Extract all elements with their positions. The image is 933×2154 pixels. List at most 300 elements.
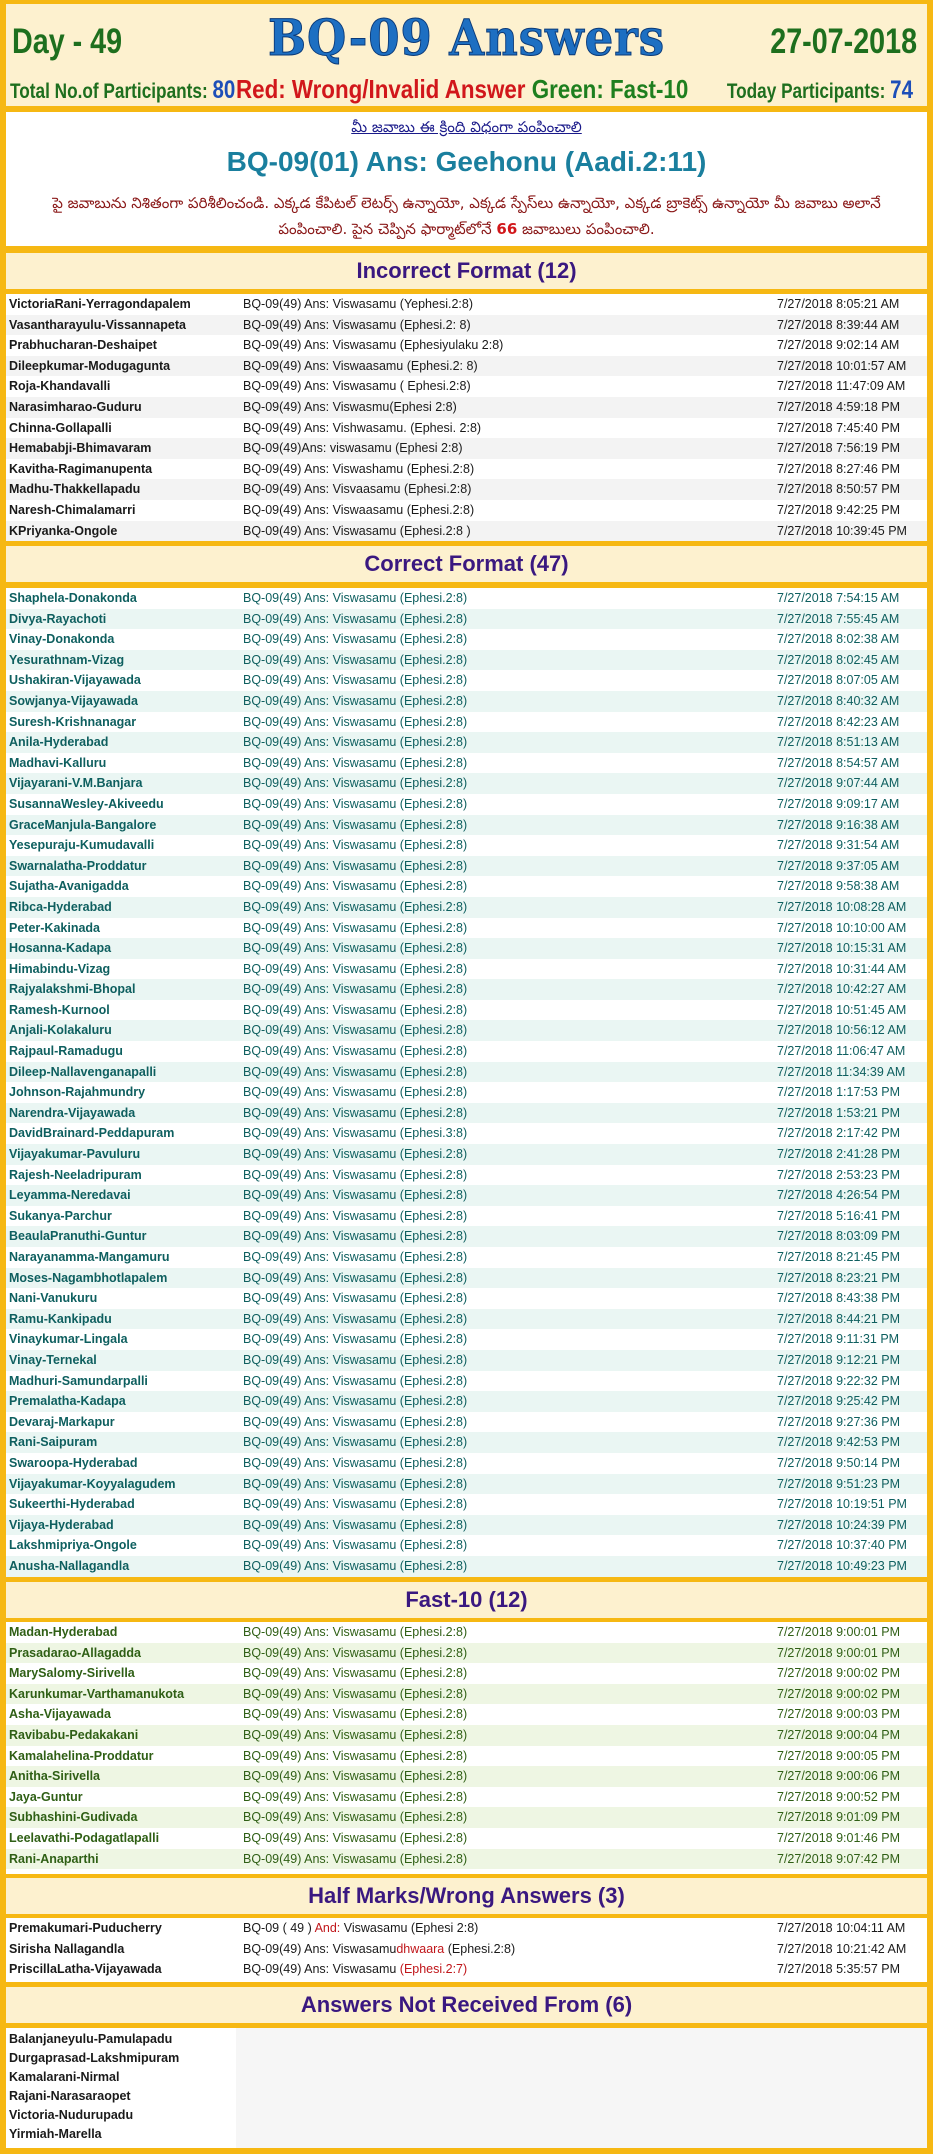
submission-time: 7/27/2018 2:53:23 PM xyxy=(777,1167,901,1182)
correct-format-row xyxy=(6,650,927,671)
correct-format-list xyxy=(6,588,927,1576)
correct-format-row xyxy=(6,1123,927,1144)
participant-name: Leelavathi-Podagatlapalli xyxy=(9,1830,160,1845)
participant-name: Peter-Kakinada xyxy=(9,920,101,935)
submission-time: 7/27/2018 8:51:13 AM xyxy=(777,735,900,750)
incorrect-format-row xyxy=(6,294,927,315)
submitted-answer: BQ-09(49) Ans: Viswasamu (Ephesi.2:8) xyxy=(243,796,468,811)
correct-format-row xyxy=(6,1206,927,1227)
submission-time: 7/27/2018 9:00:04 PM xyxy=(777,1727,901,1742)
submission-time: 7/27/2018 7:45:40 PM xyxy=(777,420,901,435)
submitted-answer: BQ-09(49) Ans: Viswasamu (Ephesi.2:8) xyxy=(243,714,468,729)
correct-format-row xyxy=(6,1041,927,1062)
submitted-answer: BQ-09(49) Ans: Viswasamu (Ephesi.2:8) xyxy=(243,1291,468,1306)
submitted-answer: BQ-09(49) Ans: Viswasamu (Ephesi.3:8) xyxy=(243,1126,468,1141)
participant-name: Ravibabu-Pedakakani xyxy=(9,1727,139,1742)
correct-format-row xyxy=(6,753,927,774)
submitted-answer: BQ-09(49) Ans: Viswasamu (Ephesi.2:8) xyxy=(243,1435,468,1450)
submission-time: 7/27/2018 10:31:44 AM xyxy=(777,961,907,976)
submission-time: 7/27/2018 9:00:52 PM xyxy=(777,1789,901,1804)
half-marks-row xyxy=(6,1918,927,1939)
correct-format-row xyxy=(6,979,927,1000)
not-received-row xyxy=(6,2106,236,2125)
incorrect-format-row xyxy=(6,418,927,439)
submission-time: 7/27/2018 7:54:15 AM xyxy=(777,591,900,605)
participant-name: Madhuri-Samundarpalli xyxy=(9,1373,148,1388)
instruction-text-b: జవాబులు పంపించాలి. xyxy=(522,220,655,238)
submission-time: 7/27/2018 8:03:09 PM xyxy=(777,1229,901,1244)
participant-name: Madan-Hyderabad xyxy=(9,1625,118,1639)
participant-name: Vijayakumar-Koyyalagudem xyxy=(9,1476,176,1491)
submission-time: 7/27/2018 1:17:53 PM xyxy=(777,1085,901,1100)
participant-name: Narayanamma-Mangamuru xyxy=(9,1250,170,1264)
submitted-answer: BQ-09(49) Ans: Viswasamu (Ephesi.2:8) xyxy=(243,755,468,770)
correct-format-row xyxy=(6,712,927,733)
correct-format-row xyxy=(6,1350,927,1371)
submission-time: 7/27/2018 10:08:28 AM xyxy=(777,899,907,914)
submitted-answer: BQ-09(49) Ans: Viswasamu (Ephesi.2:8) xyxy=(243,1332,468,1347)
submitted-answer: BQ-09(49) Ans: Vishwasamu. (Ephesi. 2:8) xyxy=(243,420,482,435)
submission-time: 7/27/2018 9:01:46 PM xyxy=(777,1830,901,1845)
submission-time: 7/27/2018 8:07:05 AM xyxy=(777,673,900,688)
correct-format-row xyxy=(6,670,927,691)
submitted-answer: BQ-09(49) Ans: Viswasamu (Ephesi.2:8) xyxy=(243,776,468,791)
participant-name: SusannaWesley-Akiveedu xyxy=(9,796,164,811)
participant-name: Yesurathnam-Vizag xyxy=(9,652,125,667)
participant-name: Chinna-Gollapalli xyxy=(9,420,112,435)
submission-time: 7/27/2018 10:04:11 AM xyxy=(777,1921,906,1935)
participant-name: Hosanna-Kadapa xyxy=(9,941,112,956)
fast-10-list xyxy=(6,1622,927,1874)
participant-name: GraceManjula-Bangalore xyxy=(9,817,157,832)
submission-time: 7/27/2018 9:42:53 PM xyxy=(777,1435,901,1450)
participant-name: PriscillaLatha-Vijayawada xyxy=(9,1962,162,1977)
participant-name: Vijaya-Hyderabad xyxy=(9,1517,114,1532)
correct-format-row xyxy=(6,794,927,815)
submitted-answer xyxy=(243,1939,515,1960)
correct-format-row xyxy=(6,918,927,939)
answer-error-part: dhwaara xyxy=(396,1941,445,1956)
incorrect-format-row xyxy=(6,459,927,480)
header-banner xyxy=(6,4,927,106)
correct-format-row xyxy=(6,1515,927,1536)
incorrect-format-heading: Incorrect Format (12) xyxy=(6,253,927,289)
participant-name: Himabindu-Vizag xyxy=(9,961,111,976)
submitted-answer: BQ-09(49) Ans: Viswasamu (Ephesi.2:8) xyxy=(243,961,468,976)
correct-format-row xyxy=(6,1453,927,1474)
participant-name: Rajesh-Neeladripuram xyxy=(9,1167,142,1182)
submission-time: 7/27/2018 10:51:45 AM xyxy=(777,1002,907,1017)
fast-10-row xyxy=(6,1849,927,1870)
stats-line xyxy=(6,74,927,102)
not-received-names-column xyxy=(6,2028,236,2148)
fast-10-row xyxy=(6,1766,927,1787)
participant-name: Sowjanya-Vijayawada xyxy=(9,693,138,708)
correct-format-row xyxy=(6,856,927,877)
participant-name: Lakshmipriya-Ongole xyxy=(9,1538,137,1553)
submission-time: 7/27/2018 8:02:45 AM xyxy=(777,652,900,667)
submitted-answer: BQ-09(49) Ans: Viswasamu (Ephesi.2:8) xyxy=(243,1789,468,1804)
submitted-answer: BQ-09(49) Ans: Viswasamu (Ephesi.2:8) xyxy=(243,1167,468,1182)
correct-format-row xyxy=(6,1412,927,1433)
correct-format-row xyxy=(6,897,927,918)
correct-format-row xyxy=(6,1309,927,1330)
correct-format-row xyxy=(6,1556,927,1577)
submission-time: 7/27/2018 8:27:46 PM xyxy=(777,461,901,476)
fast-10-row xyxy=(6,1622,927,1643)
participant-name: Anila-Hyderabad xyxy=(9,735,109,750)
submission-time: 7/27/2018 9:00:03 PM xyxy=(777,1707,901,1722)
submitted-answer: BQ-09(49) Ans: Viswasamu (Ephesi.2:8) xyxy=(243,1002,468,1017)
participant-name: Rajpaul-Ramadugu xyxy=(9,1044,123,1059)
participant-name: Vinay-Donakonda xyxy=(9,632,115,647)
participant-name: Vijayakumar-Pavuluru xyxy=(9,1147,141,1162)
correct-format-row xyxy=(6,815,927,836)
submission-time: 7/27/2018 10:21:42 AM xyxy=(777,1941,907,1956)
participant-name: Divya-Rayachoti xyxy=(9,611,107,626)
submission-time: 7/27/2018 7:56:19 PM xyxy=(777,441,901,456)
submission-time: 7/27/2018 9:07:44 AM xyxy=(777,776,900,791)
submission-time: 7/27/2018 10:42:27 AM xyxy=(777,982,907,997)
submitted-answer: BQ-09(49) Ans: Viswasamu (Ephesi.2:8) xyxy=(243,1497,468,1512)
correct-format-row xyxy=(6,1432,927,1453)
submitted-answer: BQ-09(49) Ans: Viswasamu (Ephesi.2:8) xyxy=(243,1352,468,1367)
correct-format-row xyxy=(6,588,927,609)
participant-name: Rani-Anaparthi xyxy=(9,1851,99,1866)
correct-format-heading: Correct Format (47) xyxy=(6,546,927,582)
correct-format-row xyxy=(6,938,927,959)
submitted-answer: BQ-09(49) Ans: Viswasamu (Ephesi.2:8) xyxy=(243,735,468,750)
submission-time: 7/27/2018 8:43:38 PM xyxy=(777,1291,901,1306)
submitted-answer: BQ-09(49) Ans: Viswasamu (Ephesi.2:8) xyxy=(243,1686,468,1701)
incorrect-format-row xyxy=(6,397,927,418)
submitted-answer: BQ-09(49) Ans: Viswaasamu (Ephesi.2:8) xyxy=(243,502,475,517)
participant-name: Swarnalatha-Proddatur xyxy=(9,858,147,873)
participant-name: Roja-Khandavalli xyxy=(9,379,111,394)
answer-part: Viswasamu (Ephesi 2:8) xyxy=(340,1921,479,1935)
fast-10-row xyxy=(6,1684,927,1705)
submission-time: 7/27/2018 10:24:39 PM xyxy=(777,1517,907,1532)
participant-name: Ramu-Kankipadu xyxy=(9,1311,112,1326)
submitted-answer: BQ-09(49) Ans: Viswasamu (Ephesi.2:8) xyxy=(243,673,468,688)
legend-green: Green: Fast-10 xyxy=(531,74,689,104)
participant-name: KPriyanka-Ongole xyxy=(9,523,118,538)
submission-time: 7/27/2018 9:09:17 AM xyxy=(777,796,900,811)
submitted-answer xyxy=(243,1959,467,1980)
participant-name: Vinay-Ternekal xyxy=(9,1352,97,1367)
submission-time: 7/27/2018 9:00:01 PM xyxy=(777,1625,901,1639)
participant-name: Prabhucharan-Deshaipet xyxy=(9,338,157,353)
submission-time: 7/27/2018 5:35:57 PM xyxy=(777,1962,901,1977)
correct-format-row xyxy=(6,609,927,630)
submitted-answer: BQ-09(49) Ans: Viswasamu (Ephesi.2:8) xyxy=(243,1250,468,1264)
submission-time: 7/27/2018 9:07:42 PM xyxy=(777,1851,901,1866)
submitted-answer: BQ-09(49) Ans: Viswasamu ( Ephesi.2:8) xyxy=(243,379,471,394)
incorrect-format-row xyxy=(6,376,927,397)
answer-error-part: (Ephesi.2:7) xyxy=(399,1962,468,1977)
today-participants-label: Today Participants: xyxy=(726,80,886,103)
participant-name: Dileep-Nallavenganapalli xyxy=(9,1064,157,1079)
submission-time: 7/27/2018 11:06:47 AM xyxy=(777,1044,906,1059)
not-received-blank-area xyxy=(236,2028,927,2148)
participant-name: DavidBrainard-Peddapuram xyxy=(9,1126,175,1141)
submission-time: 7/27/2018 8:50:57 PM xyxy=(777,482,901,497)
incorrect-format-row xyxy=(6,335,927,356)
participant-name: MarySalomy-Sirivella xyxy=(9,1666,135,1681)
submitted-answer: BQ-09(49) Ans: Viswasamu (Ephesi.2:8) xyxy=(243,652,468,667)
participant-name: Madhu-Thakkellapadu xyxy=(9,482,141,497)
submission-time: 7/27/2018 10:37:40 PM xyxy=(777,1538,907,1553)
correct-format-row xyxy=(6,1494,927,1515)
incorrect-format-row xyxy=(6,356,927,377)
participant-name: Narasimharao-Guduru xyxy=(9,399,142,414)
participant-name: Swaroopa-Hyderabad xyxy=(9,1455,138,1470)
submitted-answer: BQ-09(49) Ans: Viswasamu (Ephesi.2: 8) xyxy=(243,317,471,332)
submitted-answer: BQ-09(49) Ans: Viswasamu (Yephesi.2:8) xyxy=(243,297,473,311)
correct-format-row xyxy=(6,1062,927,1083)
fast-10-row xyxy=(6,1725,927,1746)
participant-name: Madhavi-Kalluru xyxy=(9,755,107,770)
submitted-answer: BQ-09(49) Ans: Viswasamu (Ephesi.2:8) xyxy=(243,1476,468,1491)
fast-10-row xyxy=(6,1643,927,1664)
submission-time: 7/27/2018 8:05:21 AM xyxy=(777,297,900,311)
submission-time: 7/27/2018 10:56:12 AM xyxy=(777,1023,907,1038)
submission-time: 7/27/2018 9:00:06 PM xyxy=(777,1769,901,1784)
total-participants-value: 80 xyxy=(212,76,236,104)
submitted-answer: BQ-09(49) Ans: Viswasamu (Ephesi.2:8) xyxy=(243,1085,468,1100)
correct-format-row xyxy=(6,1268,927,1289)
fast-10-row xyxy=(6,1807,927,1828)
submission-time: 7/27/2018 10:39:45 PM xyxy=(777,523,907,538)
participant-name: Vasantharayulu-Vissannapeta xyxy=(9,317,186,332)
participant-name: Premalatha-Kadapa xyxy=(9,1394,126,1409)
submitted-answer: BQ-09(49) Ans: Viswashamu (Ephesi.2:8) xyxy=(243,461,475,476)
date-label: 27-07-2018 xyxy=(770,22,917,61)
participant-name: Prasadarao-Allagadda xyxy=(9,1645,141,1660)
correct-format-row xyxy=(6,1371,927,1392)
participant-name: Kavitha-Ragimanupenta xyxy=(9,461,153,476)
participant-name: Sirisha Nallagandla xyxy=(9,1941,125,1956)
correct-format-row xyxy=(6,1226,927,1247)
answer-error-part: And: xyxy=(314,1921,341,1935)
participant-name: Narendra-Vijayawada xyxy=(9,1105,136,1120)
participant-name: Ushakiran-Vijayawada xyxy=(9,673,141,688)
correct-format-row xyxy=(6,1000,927,1021)
correct-format-row xyxy=(6,1165,927,1186)
submitted-answer: BQ-09(49) Ans: Viswasamu (Ephesi.2:8 ) xyxy=(243,523,471,538)
submitted-answer: BQ-09(49) Ans: Viswasamu (Ephesi.2:8) xyxy=(243,982,468,997)
participant-name: Jaya-Guntur xyxy=(9,1789,83,1804)
correct-format-row xyxy=(6,1329,927,1350)
submitted-answer: BQ-09(49) Ans: Viswasamu (Ephesi.2:8) xyxy=(243,899,468,914)
correct-format-row xyxy=(6,732,927,753)
participant-name: Yirmiah-Marella xyxy=(9,2127,102,2141)
format-note: మీ జవాబు ఈ క్రింది విధంగా పంపించాలి xyxy=(351,118,582,136)
submitted-answer: BQ-09(49) Ans: Viswasamu (Ephesi.2:8) xyxy=(243,632,468,647)
participant-name: Kamalarani-Nirmal xyxy=(9,2070,120,2084)
submitted-answer: BQ-09(49)Ans: viswasamu (Ephesi 2:8) xyxy=(243,441,463,456)
submitted-answer: BQ-09(49) Ans: Viswasamu (Ephesi.2:8) xyxy=(243,1666,468,1681)
answer-format-panel xyxy=(6,112,927,246)
participant-name: Leyamma-Neredavai xyxy=(9,1188,131,1203)
answer-part: BQ-09(49) Ans: Viswasamu xyxy=(243,1941,397,1956)
submission-time: 7/27/2018 10:10:00 AM xyxy=(777,920,907,935)
incorrect-format-row xyxy=(6,521,927,542)
participant-name: Sukeerthi-Hyderabad xyxy=(9,1497,135,1512)
submission-time: 7/27/2018 9:12:21 PM xyxy=(777,1352,901,1367)
submission-time: 7/27/2018 10:49:23 PM xyxy=(777,1558,907,1573)
submission-time: 7/27/2018 2:17:42 PM xyxy=(777,1126,901,1141)
not-received-row xyxy=(6,2030,236,2049)
participant-name: BeaulaPranuthi-Guntur xyxy=(9,1229,147,1244)
answer-part: BQ-09 ( 49 ) xyxy=(243,1921,315,1935)
participant-name: Suresh-Krishnanagar xyxy=(9,714,137,729)
participant-name: Moses-Nagambhotlapalem xyxy=(9,1270,168,1285)
correct-format-row xyxy=(6,1474,927,1495)
submission-time: 7/27/2018 9:51:23 PM xyxy=(777,1476,901,1491)
submission-time: 7/27/2018 4:59:18 PM xyxy=(777,399,901,414)
submission-time: 7/27/2018 8:42:23 AM xyxy=(777,714,900,729)
submission-time: 7/27/2018 11:34:39 AM xyxy=(777,1064,906,1079)
correct-format-row xyxy=(6,629,927,650)
correct-format-row xyxy=(6,1185,927,1206)
color-legend xyxy=(236,74,688,105)
participant-name: Rajani-Narasaraopet xyxy=(9,2089,131,2103)
submission-time: 7/27/2018 9:42:25 PM xyxy=(777,502,901,517)
correct-format-row xyxy=(6,835,927,856)
participant-name: Ribca-Hyderabad xyxy=(9,899,112,914)
submission-time: 7/27/2018 9:00:01 PM xyxy=(777,1645,901,1660)
fast-10-row xyxy=(6,1663,927,1684)
participant-name: Premakumari-Puducherry xyxy=(9,1921,162,1935)
participant-name: Yesepuraju-Kumudavalli xyxy=(9,838,155,853)
participant-name: Karunkumar-Varthamanukota xyxy=(9,1686,185,1701)
day-label: Day - 49 xyxy=(12,22,123,61)
correct-answer: BQ-09(01) Ans: Geehonu (Aadi.2:11) xyxy=(226,146,707,177)
legend-red: Red: Wrong/Invalid Answer xyxy=(236,74,526,104)
not-received-row xyxy=(6,2087,236,2106)
submitted-answer: BQ-09(49) Ans: Viswasamu (Ephesi.2:8) xyxy=(243,920,468,935)
submission-time: 7/27/2018 5:16:41 PM xyxy=(777,1208,901,1223)
submitted-answer: BQ-09(49) Ans: Viswasamu (Ephesi.2:8) xyxy=(243,1517,468,1532)
submitted-answer xyxy=(243,1918,478,1939)
correct-format-row xyxy=(6,773,927,794)
correct-format-row xyxy=(6,1144,927,1165)
submitted-answer: BQ-09(49) Ans: Viswasamu (Ephesi.2:8) xyxy=(243,591,468,605)
answer-part: BQ-09(49) Ans: Viswasamu xyxy=(243,1962,400,1977)
incorrect-format-list xyxy=(6,294,927,541)
participant-name: VictoriaRani-Yerragondapalem xyxy=(9,297,191,311)
incorrect-format-row xyxy=(6,438,927,459)
submission-time: 7/27/2018 1:53:21 PM xyxy=(777,1105,901,1120)
submitted-answer: BQ-09(49) Ans: Viswasamu (Ephesi.2:8) xyxy=(243,838,468,853)
submission-time: 7/27/2018 9:01:09 PM xyxy=(777,1810,901,1825)
participant-name: Dileepkumar-Modugagunta xyxy=(9,358,171,373)
submission-time: 7/27/2018 2:41:28 PM xyxy=(777,1147,901,1162)
submitted-answer: BQ-09(49) Ans: Viswasamu (Ephesi.2:8) xyxy=(243,941,468,956)
participant-name: Naresh-Chimalamarri xyxy=(9,502,136,517)
instruction-count: 66 xyxy=(496,220,518,238)
submitted-answer: BQ-09(49) Ans: Viswasamu (Ephesi.2:8) xyxy=(243,1064,468,1079)
today-participants xyxy=(727,76,913,105)
submitted-answer: BQ-09(49) Ans: Viswasamu (Ephesi.2:8) xyxy=(243,1044,468,1059)
submitted-answer: BQ-09(49) Ans: Viswasamu (Ephesi.2:8) xyxy=(243,1748,468,1763)
not-received-row xyxy=(6,2049,236,2068)
submitted-answer: BQ-09(49) Ans: Viswasamu (Ephesi.2:8) xyxy=(243,1188,468,1203)
participant-name: Kamalahelina-Proddatur xyxy=(9,1748,154,1763)
participant-name: Ramesh-Kurnool xyxy=(9,1002,110,1017)
submitted-answer: BQ-09(49) Ans: Viswasamu (Ephesi.2:8) xyxy=(243,1270,468,1285)
half-marks-list xyxy=(6,1918,927,1982)
not-received-heading: Answers Not Received From (6) xyxy=(6,1987,927,2023)
not-received-row xyxy=(6,2068,236,2087)
correct-format-row xyxy=(6,876,927,897)
not-received-row xyxy=(6,2125,236,2144)
submission-time: 7/27/2018 8:02:38 AM xyxy=(777,632,900,647)
instruction-text-a: పై జవాబును నిశితంగా పరిశీలించండి. ఎక్కడ కేపిటల్ లెటర్స్ ఉన్నాయో, ఎక్కడ స్పేస్‌లు ఉన్నాయో, ఎక్కడ బ్రాకెట్స్ ఉన్నాయో మీ జవాబు అలానే పంపించాలి. పైన చెప్పిన ఫార్మాట్‌లోనే xyxy=(52,194,881,238)
submitted-answer: BQ-09(49) Ans: Viswasamu (Ephesi.2:8) xyxy=(243,1558,468,1573)
answer-part: (Ephesi.2:8) xyxy=(444,1941,516,1956)
submission-time: 7/27/2018 8:23:21 PM xyxy=(777,1270,901,1285)
incorrect-format-row xyxy=(6,479,927,500)
submission-time: 7/27/2018 9:00:05 PM xyxy=(777,1748,901,1763)
page-title: BQ-09 Answers xyxy=(268,8,665,67)
participant-name: Subhashini-Gudivada xyxy=(9,1810,138,1825)
submitted-answer: BQ-09(49) Ans: Viswasamu (Ephesi.2:8) xyxy=(243,1707,468,1722)
participant-name: Hemababji-Bhimavaram xyxy=(9,441,152,456)
incorrect-format-row xyxy=(6,315,927,336)
today-participants-value: 74 xyxy=(890,76,913,104)
submission-time: 7/27/2018 9:11:31 PM xyxy=(777,1332,900,1347)
submission-time: 7/27/2018 10:19:51 PM xyxy=(777,1497,907,1512)
fast-10-heading: Fast-10 (12) xyxy=(6,1582,927,1618)
submitted-answer: BQ-09(49) Ans: Viswasamu (Ephesi.2:8) xyxy=(243,817,468,832)
half-marks-row xyxy=(6,1939,927,1960)
submission-time: 7/27/2018 10:01:57 AM xyxy=(777,358,907,373)
submission-time: 7/27/2018 10:15:31 AM xyxy=(777,941,907,956)
submission-time: 7/27/2018 8:39:44 AM xyxy=(777,317,900,332)
submitted-answer: BQ-09(49) Ans: Viswasamu (Ephesi.2:8) xyxy=(243,1538,468,1553)
submitted-answer: BQ-09(49) Ans: Viswasamu (Ephesi.2:8) xyxy=(243,693,468,708)
total-participants xyxy=(10,76,235,105)
submitted-answer: BQ-09(49) Ans: Viswasamu (Ephesi.2:8) xyxy=(243,879,468,894)
fast-10-row xyxy=(6,1704,927,1725)
submitted-answer: BQ-09(49) Ans: Viswasamu (Ephesi.2:8) xyxy=(243,1147,468,1162)
participant-name: Asha-Vijayawada xyxy=(9,1707,111,1722)
participant-name: Shaphela-Donakonda xyxy=(9,591,137,605)
submission-time: 7/27/2018 9:16:38 AM xyxy=(777,817,900,832)
submission-time: 7/27/2018 9:00:02 PM xyxy=(777,1686,901,1701)
participant-name: Anusha-Nallagandla xyxy=(9,1558,130,1573)
incorrect-format-row xyxy=(6,500,927,521)
format-instructions xyxy=(6,190,927,242)
submission-time: 7/27/2018 9:02:14 AM xyxy=(777,338,900,353)
correct-format-row xyxy=(6,1391,927,1412)
participant-name: Sukanya-Parchur xyxy=(9,1208,112,1223)
submitted-answer: BQ-09(49) Ans: Viswasamu (Ephesi.2:8) xyxy=(243,858,468,873)
submission-time: 7/27/2018 4:26:54 PM xyxy=(777,1188,901,1203)
not-received-list xyxy=(6,2028,927,2148)
submitted-answer: BQ-09(49) Ans: Visvaasamu (Ephesi.2:8) xyxy=(243,482,472,497)
submitted-answer: BQ-09(49) Ans: Viswasamu (Ephesi.2:8) xyxy=(243,1810,468,1825)
participant-name: Johnson-Rajahmundry xyxy=(9,1085,146,1100)
participant-name: Rajyalakshmi-Bhopal xyxy=(9,982,136,997)
submitted-answer: BQ-09(49) Ans: Viswaasamu (Ephesi.2: 8) xyxy=(243,358,478,373)
correct-format-row xyxy=(6,1020,927,1041)
fast-10-row xyxy=(6,1746,927,1767)
submission-time: 7/27/2018 8:40:32 AM xyxy=(777,693,900,708)
submission-time: 7/27/2018 9:25:42 PM xyxy=(777,1394,901,1409)
